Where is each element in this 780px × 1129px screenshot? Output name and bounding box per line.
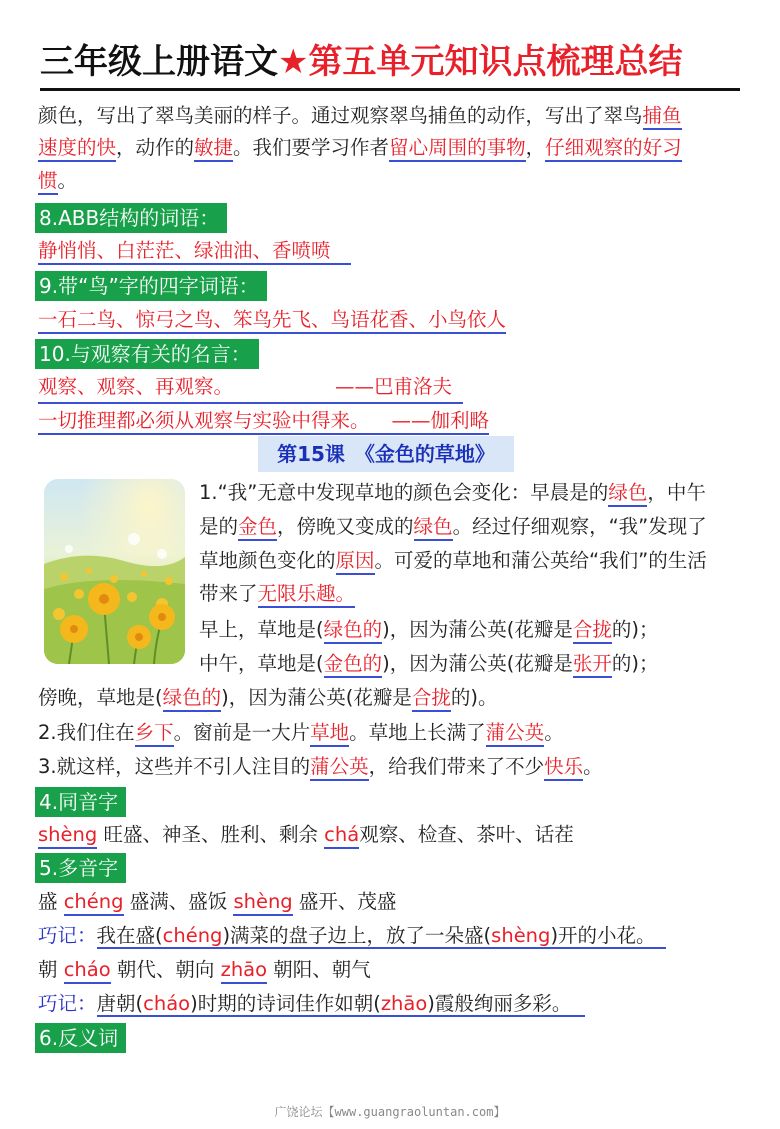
- pinyin: shèng: [233, 890, 292, 916]
- dandelion-meadow-illustration: [44, 479, 185, 664]
- text: 。经过仔细观察，“我”发现了: [452, 515, 707, 538]
- section-label-8: 8.ABB结构的词语：: [35, 203, 227, 233]
- text: 的)。: [450, 686, 498, 709]
- text: ，动作的: [116, 136, 195, 159]
- highlight: 张开: [573, 652, 612, 678]
- text: 2.我们住在: [38, 721, 135, 744]
- words: 朝阳、朝气: [267, 958, 371, 981]
- page-title: [40, 38, 740, 91]
- pinyin: chá: [324, 823, 359, 849]
- pinyin: cháo: [143, 992, 191, 1015]
- lesson-p1-line3: [199, 547, 707, 575]
- star-icon: ★: [278, 42, 309, 82]
- text: )满菜的盘子边上，放了一朵盛(: [222, 924, 492, 947]
- section-label-9: 9.带“鸟”字的四字词语：: [35, 271, 267, 301]
- text: 草地颜色变化的: [199, 549, 336, 572]
- mnemonic-label: 巧记：: [38, 992, 97, 1015]
- text: 。窗前是一大片: [173, 721, 311, 744]
- words: 观察、检查、茶叶、话茬: [359, 823, 574, 846]
- pinyin: chéng: [64, 890, 124, 916]
- highlight: 速度的快: [38, 136, 116, 162]
- text: 的)；: [611, 652, 659, 675]
- text: 颜色，写出了翠鸟美丽的样子。通过观察翠鸟捕鱼的动作，写出了翠鸟: [38, 104, 643, 127]
- evening-line: [38, 684, 497, 712]
- point-2: [38, 719, 564, 747]
- lesson-p1-line4: [199, 580, 355, 608]
- text: ，傍晚又变成的: [277, 515, 414, 538]
- pinyin: shèng: [491, 924, 551, 947]
- words: 旺盛、神圣、胜利、剩余: [97, 823, 325, 846]
- lesson-p1-line1: [199, 479, 706, 507]
- quote-2: [38, 407, 489, 435]
- words: 盛满、盛饭: [123, 890, 234, 913]
- highlight: 原因: [336, 549, 375, 575]
- text: 1.“我”无意中发现草地的颜色会变化：早晨是的: [199, 481, 609, 504]
- text: 的)；: [611, 618, 659, 641]
- section-8-text: [38, 237, 351, 265]
- highlight: 金色的: [324, 652, 383, 678]
- text: 。: [583, 755, 603, 778]
- highlight: 惯: [38, 169, 58, 195]
- highlight: 敏捷: [194, 136, 233, 162]
- lesson-heading: 第15课 《金色的草地》: [258, 436, 514, 472]
- section-label-10: 10.与观察有关的名言：: [35, 339, 259, 369]
- text: 是的: [199, 515, 239, 538]
- highlight: 留心周围的事物: [389, 136, 526, 162]
- text: 。: [57, 169, 78, 192]
- text: ，给我们带来了不少: [368, 755, 545, 778]
- highlight: 蒲公英: [486, 721, 545, 747]
- words: 盛开、茂盛: [292, 890, 397, 913]
- text: )，因为蒲公英(花瓣是: [221, 686, 412, 709]
- footer-watermark: 广饶论坛【www.guangraoluntan.com】: [274, 1105, 506, 1119]
- quote-author: ——巴甫洛夫: [335, 375, 453, 398]
- text: 我在盛(: [96, 924, 163, 947]
- mnemonic-line-1: [38, 922, 666, 950]
- quote-text: 一切推理都必须从观察与实验中得来。: [38, 409, 370, 432]
- pinyin: shèng: [38, 823, 97, 849]
- words: 朝代、朝向: [110, 958, 221, 981]
- highlight: 仔细观察的好习: [545, 136, 682, 162]
- text: 。: [544, 721, 564, 744]
- text: 。我们要学习作者: [233, 136, 390, 159]
- highlight: 快乐: [544, 755, 583, 781]
- text: )开的小花。: [550, 924, 656, 947]
- text: 中午，草地是(: [199, 652, 324, 675]
- title-black: 三年级上册语文: [40, 42, 278, 82]
- highlight: 草地: [310, 721, 349, 747]
- noon-line: [199, 650, 658, 678]
- section-label-4: 4.同音字: [35, 787, 126, 817]
- highlight: 一石二鸟、惊弓之鸟、笨鸟先飞、鸟语花香、小鸟依人: [38, 308, 506, 334]
- text: 早上，草地是(: [199, 618, 324, 641]
- point-3: [38, 753, 603, 781]
- highlight: 金色: [238, 515, 277, 541]
- para1-line2: [38, 134, 682, 162]
- section-label-5: 5.多音字: [35, 853, 126, 883]
- text: 唐朝(: [96, 992, 144, 1015]
- text: 。草地上长满了: [349, 721, 486, 744]
- polyphone-line-1: [38, 888, 396, 916]
- para1-line1: [38, 102, 682, 130]
- pinyin: cháo: [64, 958, 111, 984]
- text: )，因为蒲公英(花瓣是: [382, 618, 573, 641]
- text: 带来了: [199, 582, 258, 605]
- text: ，: [525, 136, 546, 159]
- char: 盛: [38, 890, 64, 913]
- text: 。可爱的草地和蒲公英给“我们”的生活: [374, 549, 707, 572]
- quote-1-underline: [38, 373, 463, 404]
- meadow-image: [44, 479, 185, 664]
- quote-author: ——伽利略: [391, 409, 490, 432]
- title-red: 第五单元知识点梳理总结: [308, 42, 683, 82]
- quote-text: 观察、观察、再观察。: [38, 375, 234, 398]
- mnemonic-sentence: [97, 924, 666, 949]
- quote-2-underline: [38, 409, 489, 435]
- pinyin: zhāo: [221, 958, 267, 984]
- highlight: 乡下: [135, 721, 174, 747]
- highlight: 捕鱼: [643, 104, 682, 130]
- polyphone-line-2: [38, 956, 371, 984]
- section-9-text: [38, 306, 506, 334]
- text: 3.就这样，这些并不引人注目的: [38, 755, 311, 778]
- text: )时期的诗词佳作如朝(: [190, 992, 381, 1015]
- highlight: 绿色: [608, 481, 647, 507]
- homophone-line: [38, 821, 574, 849]
- highlight: 绿色的: [324, 618, 383, 644]
- mnemonic-label: 巧记：: [38, 924, 97, 947]
- text: )，因为蒲公英(花瓣是: [382, 652, 573, 675]
- text: 傍晚，草地是(: [38, 686, 163, 709]
- lesson-p1-line2: [199, 513, 707, 541]
- pinyin: zhāo: [380, 992, 428, 1015]
- mnemonic-line-2: [38, 990, 585, 1018]
- highlight: 绿色的: [163, 686, 222, 712]
- highlight: 合拢: [573, 618, 612, 644]
- highlight: 绿色: [414, 515, 453, 541]
- mnemonic-sentence: [97, 992, 586, 1017]
- quote-1: [38, 373, 463, 404]
- text: ，中午: [647, 481, 706, 504]
- highlight: 蒲公英: [310, 755, 369, 781]
- char: 朝: [38, 958, 64, 981]
- section-label-6: 6.反义词: [35, 1023, 126, 1053]
- text: )霞般绚丽多彩。: [427, 992, 572, 1015]
- para1-line3: [38, 167, 77, 195]
- highlight: 合拢: [412, 686, 451, 712]
- highlight: 静悄悄、白茫茫、绿油油、香喷喷: [38, 239, 351, 265]
- morning-line: [199, 616, 658, 644]
- highlight: 无限乐趣。: [258, 582, 356, 608]
- pinyin: chéng: [162, 924, 223, 947]
